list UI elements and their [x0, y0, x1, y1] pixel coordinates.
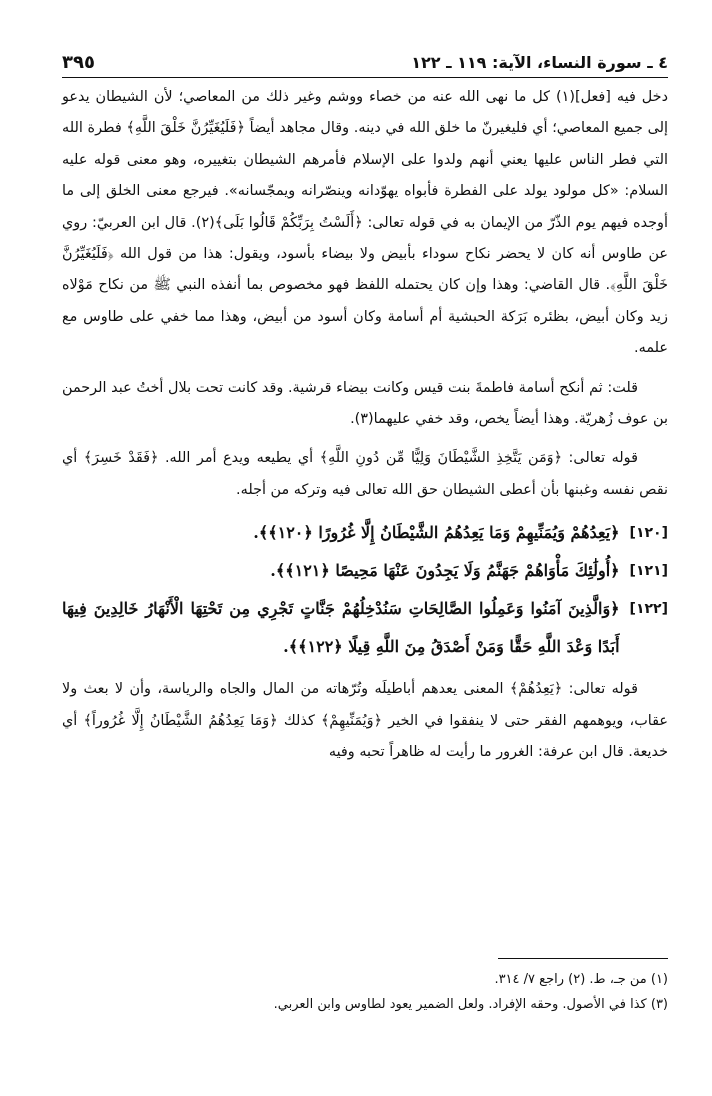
verse-122: [62, 590, 668, 666]
verse-text: ﴿يَعِدُهُمْ وَيُمَنِّيهِمْ وَمَا يَعِدُهُمُ الشَّيْطَانُ إِلَّا غُرُورًا ﴿١٢٠﴾﴾.: [253, 523, 620, 543]
footnote-line-2: (٣) كذا في الأصول. وحقه الإفراد. ولعل الضمير يعود لطاوس وابن العربي.: [273, 997, 668, 1012]
verse-number: [١٢٢]: [629, 601, 668, 618]
verse-text: ﴿أُولَٰئِكَ مَأْوَاهُمْ جَهَنَّمُ وَلَا يَجِدُونَ عَنْهَا مَحِيصًا ﴿١٢١﴾﴾.: [270, 561, 620, 581]
closing-paragraph: قوله تعالى: ﴿يَعِدُهُمْ﴾ المعنى يعدهم أباطيلَه وتُرّهاته من المال والجاه والرياسة، وأن لا بعث ولا عقاب، ويوهمهم الفقر حتى لا ينفقوا في الخير ﴿وَيُمَنِّيهِمْ﴾ كذلك ﴿وَمَا يَعِدُهُمُ الشَّيْطَانُ إِلَّا غُرُوراً﴾ أي خديعة. قال ابن عرفة: الغرور ما رأيت له ظاهراً تحبه وفيه: [62, 681, 668, 761]
page: [62, 52, 668, 769]
verse-121: [62, 552, 668, 590]
verse-120: [62, 514, 668, 552]
paragraph-2: قلت: ثم أنكح أسامة فاطمةَ بنت قيس وكانت بيضاء قرشية. وقد كانت تحت بلال أختُ عبد الرحمن بن عوف زُهريّة. وهذا أيضاً يخص، وقد خفي عليهما(٣).: [62, 379, 668, 428]
footnote-line-1: (١) من جـ، ط. (٢) راجع ٧/ ٣١٤.: [494, 972, 668, 987]
page-number: ٣٩٥: [62, 52, 95, 73]
paragraph-3: قوله تعالى: ﴿وَمَن يَتَّخِذِ الشَّيْطَانَ وَلِيًّا مِّن دُونِ اللَّهِ﴾ أي يطيعه ويدع أمر الله. ﴿فَقَدْ خَسِرَ﴾ أي نقص نفسه وغبنها بأن أعطى الشيطان حق الله تعالى فيه وتركه من أجله.: [62, 450, 668, 498]
running-header: [62, 52, 668, 73]
verse-number: [١٢٠]: [629, 525, 668, 542]
footnotes: [62, 958, 668, 1017]
footnote-rule: [498, 958, 668, 959]
verse-number: [١٢١]: [629, 563, 668, 580]
main-text: [62, 82, 668, 769]
surah-title: ٤ ـ سورة النساء، الآية: ١١٩ ـ ١٢٢: [411, 53, 668, 72]
paragraph-1: دخل فيه [فعل](١) كل ما نهى الله عنه من خصاء ووشم وغير ذلك من المعاصي؛ لأن الشيطان يدعو إلى جميع المعاصي؛ أي فليغيرنّ ما خلق الله في دينه. وقال مجاهد أيضاً ﴿فَلَيُغَيِّرُنَّ خَلْقَ اللَّهِ﴾ فطرة الله التي فطر الناس عليها يعني أنهم ولدوا على الإسلام فأمرهم الشيطان بتغييره، وهو معنى قوله عليه السلام: «كل مولود يولد على الفطرة فأبواه يهوّدانه وينصّرانه ويمجّسانه». فيرجع معنى الخلق إلى ما أوجده فيهم يوم الذّرّ من الإيمان به في قوله تعالى: ﴿أَلَسْتُ بِرَبِّكُمْ قَالُوا بَلَى﴾(٢). قال ابن العربيّ: روي عن طاوس أنه كان لا يحضر نكاح سوداء بأبيض ولا بيضاء بأسود، ويقول: هذا من قول الله ﴿فَلَيُغَيِّرُنَّ خَلْقَ اللَّهِ﴾. قال القاضي: وهذا وإن كان يحتمله اللفظ فهو مخصوص بما أنفذه النبي ﷺ من نكاح مَوْلاه زيد وكان أبيض، بظئره بَرَكة الحبشية أم أسامة وكان أسود من أبيض، وهذا مما خفي على طاوس مع علمه.: [62, 89, 668, 357]
verse-text: ﴿وَالَّذِينَ آمَنُوا وَعَمِلُوا الصَّالِحَاتِ سَنُدْخِلُهُمْ جَنَّاتٍ تَجْرِي مِن تَحْتِهَا الْأَنْهَارُ خَالِدِينَ فِيهَا أَبَدًا وَعْدَ اللَّهِ حَقًّا وَمَنْ أَصْدَقُ مِنَ اللَّهِ قِيلًا ﴿١٢٢﴾﴾.: [62, 599, 620, 657]
header-rule: [62, 77, 668, 78]
